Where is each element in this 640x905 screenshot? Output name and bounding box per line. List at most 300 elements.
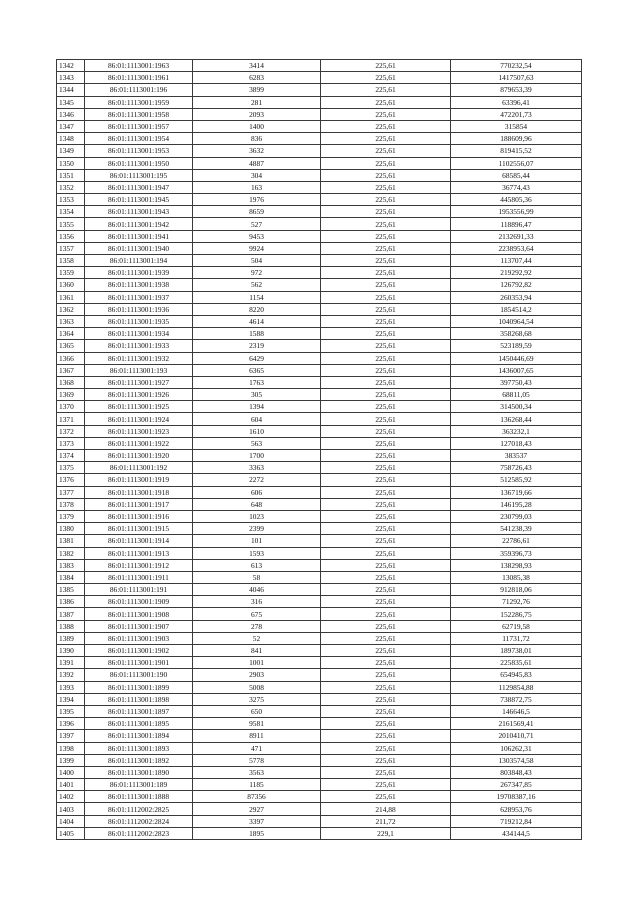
area-cell: 613 bbox=[193, 559, 321, 571]
area-cell: 5008 bbox=[193, 681, 321, 693]
rate-cell: 229,1 bbox=[321, 827, 451, 839]
area-cell: 87356 bbox=[193, 791, 321, 803]
value-cell: 523189,59 bbox=[451, 340, 582, 352]
cadastral-number-cell: 86:01:1113001:1961 bbox=[85, 72, 193, 84]
rate-cell: 225,61 bbox=[321, 535, 451, 547]
table-row bbox=[57, 364, 582, 376]
table-row bbox=[57, 730, 582, 742]
rate-cell: 225,61 bbox=[321, 291, 451, 303]
row-number-cell: 1378 bbox=[57, 498, 85, 510]
rate-cell: 225,61 bbox=[321, 315, 451, 327]
area-cell: 650 bbox=[193, 705, 321, 717]
row-number-cell: 1399 bbox=[57, 754, 85, 766]
value-cell: 146195,28 bbox=[451, 498, 582, 510]
area-cell: 471 bbox=[193, 742, 321, 754]
row-number-cell: 1350 bbox=[57, 157, 85, 169]
value-cell: 68585,44 bbox=[451, 169, 582, 181]
table-row bbox=[57, 657, 582, 669]
row-number-cell: 1388 bbox=[57, 620, 85, 632]
value-cell: 152286,75 bbox=[451, 608, 582, 620]
rate-cell: 225,61 bbox=[321, 450, 451, 462]
value-cell: 36774,43 bbox=[451, 181, 582, 193]
row-number-cell: 1384 bbox=[57, 571, 85, 583]
value-cell: 628953,76 bbox=[451, 803, 582, 815]
rate-cell: 225,61 bbox=[321, 681, 451, 693]
area-cell: 604 bbox=[193, 413, 321, 425]
table-row bbox=[57, 108, 582, 120]
row-number-cell: 1351 bbox=[57, 169, 85, 181]
table-row bbox=[57, 352, 582, 364]
table-row bbox=[57, 596, 582, 608]
area-cell: 2903 bbox=[193, 669, 321, 681]
table-row bbox=[57, 584, 582, 596]
area-cell: 101 bbox=[193, 535, 321, 547]
rate-cell: 225,61 bbox=[321, 413, 451, 425]
table-row bbox=[57, 669, 582, 681]
table-row bbox=[57, 779, 582, 791]
rate-cell: 225,61 bbox=[321, 510, 451, 522]
table-row bbox=[57, 437, 582, 449]
table-row bbox=[57, 267, 582, 279]
row-number-cell: 1349 bbox=[57, 145, 85, 157]
value-cell: 445805,36 bbox=[451, 194, 582, 206]
table-row bbox=[57, 547, 582, 559]
area-cell: 9581 bbox=[193, 718, 321, 730]
row-number-cell: 1365 bbox=[57, 340, 85, 352]
table-row bbox=[57, 242, 582, 254]
area-cell: 3414 bbox=[193, 60, 321, 72]
rate-cell: 225,61 bbox=[321, 559, 451, 571]
row-number-cell: 1396 bbox=[57, 718, 85, 730]
table-row bbox=[57, 181, 582, 193]
cadastral-number-cell: 86:01:1113001:1911 bbox=[85, 571, 193, 583]
area-cell: 8659 bbox=[193, 206, 321, 218]
row-number-cell: 1359 bbox=[57, 267, 85, 279]
cadastral-number-cell: 86:01:1113001:190 bbox=[85, 669, 193, 681]
value-cell: 2161569,41 bbox=[451, 718, 582, 730]
rate-cell: 225,61 bbox=[321, 206, 451, 218]
rate-cell: 225,61 bbox=[321, 730, 451, 742]
cadastral-number-cell: 86:01:1113001:1940 bbox=[85, 242, 193, 254]
table-row bbox=[57, 645, 582, 657]
cadastral-number-cell: 86:01:1113001:1899 bbox=[85, 681, 193, 693]
cadastral-number-cell: 86:01:1113001:1963 bbox=[85, 60, 193, 72]
rate-cell: 225,61 bbox=[321, 766, 451, 778]
row-number-cell: 1369 bbox=[57, 389, 85, 401]
row-number-cell: 1345 bbox=[57, 96, 85, 108]
area-cell: 6283 bbox=[193, 72, 321, 84]
cadastral-number-cell: 86:01:1113001:1916 bbox=[85, 510, 193, 522]
cadastral-number-cell: 86:01:1113001:1936 bbox=[85, 303, 193, 315]
area-cell: 8220 bbox=[193, 303, 321, 315]
row-number-cell: 1395 bbox=[57, 705, 85, 717]
cadastral-number-cell: 86:01:1112002:2825 bbox=[85, 803, 193, 815]
area-cell: 3275 bbox=[193, 693, 321, 705]
rate-cell: 225,61 bbox=[321, 230, 451, 242]
row-number-cell: 1357 bbox=[57, 242, 85, 254]
table-row bbox=[57, 705, 582, 717]
row-number-cell: 1374 bbox=[57, 450, 85, 462]
table-row bbox=[57, 462, 582, 474]
row-number-cell: 1366 bbox=[57, 352, 85, 364]
value-cell: 912818,06 bbox=[451, 584, 582, 596]
row-number-cell: 1352 bbox=[57, 181, 85, 193]
row-number-cell: 1376 bbox=[57, 474, 85, 486]
row-number-cell: 1363 bbox=[57, 315, 85, 327]
cadastral-number-cell: 86:01:1113001:1892 bbox=[85, 754, 193, 766]
rate-cell: 225,61 bbox=[321, 632, 451, 644]
rate-cell: 225,61 bbox=[321, 145, 451, 157]
value-cell: 1417507,63 bbox=[451, 72, 582, 84]
table-row bbox=[57, 620, 582, 632]
value-cell: 118896,47 bbox=[451, 218, 582, 230]
area-cell: 2927 bbox=[193, 803, 321, 815]
value-cell: 19708387,16 bbox=[451, 791, 582, 803]
value-cell: 2010410,71 bbox=[451, 730, 582, 742]
area-cell: 1185 bbox=[193, 779, 321, 791]
row-number-cell: 1397 bbox=[57, 730, 85, 742]
cadastral-number-cell: 86:01:1113001:1950 bbox=[85, 157, 193, 169]
area-cell: 1023 bbox=[193, 510, 321, 522]
rate-cell: 225,61 bbox=[321, 267, 451, 279]
cadastral-number-cell: 86:01:1113001:1954 bbox=[85, 133, 193, 145]
row-number-cell: 1344 bbox=[57, 84, 85, 96]
value-cell: 126792,82 bbox=[451, 279, 582, 291]
rate-cell: 225,61 bbox=[321, 169, 451, 181]
value-cell: 138298,93 bbox=[451, 559, 582, 571]
row-number-cell: 1360 bbox=[57, 279, 85, 291]
row-number-cell: 1364 bbox=[57, 328, 85, 340]
rate-cell: 225,61 bbox=[321, 96, 451, 108]
row-number-cell: 1392 bbox=[57, 669, 85, 681]
area-cell: 58 bbox=[193, 571, 321, 583]
area-cell: 527 bbox=[193, 218, 321, 230]
table-row bbox=[57, 827, 582, 839]
area-cell: 675 bbox=[193, 608, 321, 620]
row-number-cell: 1342 bbox=[57, 60, 85, 72]
table-row bbox=[57, 486, 582, 498]
value-cell: 819415,52 bbox=[451, 145, 582, 157]
value-cell: 770232,54 bbox=[451, 60, 582, 72]
table-row bbox=[57, 133, 582, 145]
area-cell: 1001 bbox=[193, 657, 321, 669]
area-cell: 1588 bbox=[193, 328, 321, 340]
table-row bbox=[57, 340, 582, 352]
row-number-cell: 1354 bbox=[57, 206, 85, 218]
rate-cell: 225,61 bbox=[321, 645, 451, 657]
row-number-cell: 1394 bbox=[57, 693, 85, 705]
table-row bbox=[57, 425, 582, 437]
table-row bbox=[57, 571, 582, 583]
cadastral-number-cell: 86:01:1113001:1925 bbox=[85, 401, 193, 413]
rate-cell: 225,61 bbox=[321, 571, 451, 583]
rate-cell: 225,61 bbox=[321, 718, 451, 730]
rate-cell: 225,61 bbox=[321, 547, 451, 559]
area-cell: 2319 bbox=[193, 340, 321, 352]
value-cell: 2238953,64 bbox=[451, 242, 582, 254]
table-row bbox=[57, 376, 582, 388]
table-row bbox=[57, 815, 582, 827]
rate-cell: 225,61 bbox=[321, 779, 451, 791]
rate-cell: 225,61 bbox=[321, 133, 451, 145]
area-cell: 562 bbox=[193, 279, 321, 291]
row-number-cell: 1370 bbox=[57, 401, 85, 413]
table-row bbox=[57, 413, 582, 425]
area-cell: 5778 bbox=[193, 754, 321, 766]
area-cell: 304 bbox=[193, 169, 321, 181]
row-number-cell: 1361 bbox=[57, 291, 85, 303]
rate-cell: 225,61 bbox=[321, 279, 451, 291]
rate-cell: 225,61 bbox=[321, 60, 451, 72]
cadastral-number-cell: 86:01:1113001:1919 bbox=[85, 474, 193, 486]
area-cell: 504 bbox=[193, 255, 321, 267]
rate-cell: 225,61 bbox=[321, 498, 451, 510]
value-cell: 738872,75 bbox=[451, 693, 582, 705]
table-row bbox=[57, 389, 582, 401]
value-cell: 260353,94 bbox=[451, 291, 582, 303]
table-row bbox=[57, 120, 582, 132]
cadastral-number-cell: 86:01:1113001:1943 bbox=[85, 206, 193, 218]
table-row bbox=[57, 632, 582, 644]
value-cell: 113707,44 bbox=[451, 255, 582, 267]
rate-cell: 225,61 bbox=[321, 462, 451, 474]
area-cell: 1895 bbox=[193, 827, 321, 839]
cadastral-number-cell: 86:01:1113001:1939 bbox=[85, 267, 193, 279]
table-row bbox=[57, 218, 582, 230]
rate-cell: 225,61 bbox=[321, 474, 451, 486]
cadastral-number-cell: 86:01:1113001:189 bbox=[85, 779, 193, 791]
cadastral-number-cell: 86:01:1113001:1941 bbox=[85, 230, 193, 242]
row-number-cell: 1379 bbox=[57, 510, 85, 522]
rate-cell: 225,61 bbox=[321, 791, 451, 803]
cadastral-number-cell: 86:01:1113001:1902 bbox=[85, 645, 193, 657]
cadastral-value-table bbox=[56, 59, 582, 840]
cadastral-number-cell: 86:01:1113001:1935 bbox=[85, 315, 193, 327]
rate-cell: 225,61 bbox=[321, 437, 451, 449]
value-cell: 1040964,54 bbox=[451, 315, 582, 327]
row-number-cell: 1367 bbox=[57, 364, 85, 376]
table-row bbox=[57, 474, 582, 486]
row-number-cell: 1383 bbox=[57, 559, 85, 571]
area-cell: 3397 bbox=[193, 815, 321, 827]
rate-cell: 225,61 bbox=[321, 108, 451, 120]
area-cell: 3632 bbox=[193, 145, 321, 157]
table-row bbox=[57, 230, 582, 242]
cadastral-number-cell: 86:01:1113001:1958 bbox=[85, 108, 193, 120]
row-number-cell: 1382 bbox=[57, 547, 85, 559]
rate-cell: 225,61 bbox=[321, 620, 451, 632]
table-row bbox=[57, 693, 582, 705]
table-row bbox=[57, 450, 582, 462]
rate-cell: 225,61 bbox=[321, 194, 451, 206]
cadastral-number-cell: 86:01:1113001:192 bbox=[85, 462, 193, 474]
table-row bbox=[57, 559, 582, 571]
rate-cell: 214,88 bbox=[321, 803, 451, 815]
area-cell: 1700 bbox=[193, 450, 321, 462]
area-cell: 836 bbox=[193, 133, 321, 145]
row-number-cell: 1380 bbox=[57, 523, 85, 535]
value-cell: 146646,5 bbox=[451, 705, 582, 717]
value-cell: 63396,41 bbox=[451, 96, 582, 108]
cadastral-number-cell: 86:01:1113001:1894 bbox=[85, 730, 193, 742]
row-number-cell: 1391 bbox=[57, 657, 85, 669]
table-row bbox=[57, 291, 582, 303]
value-cell: 1129854,88 bbox=[451, 681, 582, 693]
cadastral-number-cell: 86:01:1113001:1920 bbox=[85, 450, 193, 462]
row-number-cell: 1405 bbox=[57, 827, 85, 839]
value-cell: 71292,76 bbox=[451, 596, 582, 608]
area-cell: 972 bbox=[193, 267, 321, 279]
cadastral-number-cell: 86:01:1113001:1959 bbox=[85, 96, 193, 108]
value-cell: 314500,34 bbox=[451, 401, 582, 413]
cadastral-number-cell: 86:01:1112002:2823 bbox=[85, 827, 193, 839]
row-number-cell: 1368 bbox=[57, 376, 85, 388]
area-cell: 563 bbox=[193, 437, 321, 449]
cadastral-number-cell: 86:01:1113001:1893 bbox=[85, 742, 193, 754]
value-cell: 1854514,2 bbox=[451, 303, 582, 315]
cadastral-number-cell: 86:01:1113001:1933 bbox=[85, 340, 193, 352]
row-number-cell: 1355 bbox=[57, 218, 85, 230]
value-cell: 136719,66 bbox=[451, 486, 582, 498]
row-number-cell: 1358 bbox=[57, 255, 85, 267]
row-number-cell: 1347 bbox=[57, 120, 85, 132]
value-cell: 189738,01 bbox=[451, 645, 582, 657]
value-cell: 359396,73 bbox=[451, 547, 582, 559]
area-cell: 4887 bbox=[193, 157, 321, 169]
area-cell: 316 bbox=[193, 596, 321, 608]
rate-cell: 225,61 bbox=[321, 754, 451, 766]
cadastral-number-cell: 86:01:1113001:1926 bbox=[85, 389, 193, 401]
table-row bbox=[57, 279, 582, 291]
cadastral-number-cell: 86:01:1113001:1895 bbox=[85, 718, 193, 730]
rate-cell: 225,61 bbox=[321, 181, 451, 193]
value-cell: 363232,1 bbox=[451, 425, 582, 437]
value-cell: 1303574,58 bbox=[451, 754, 582, 766]
table-row bbox=[57, 328, 582, 340]
rate-cell: 225,61 bbox=[321, 364, 451, 376]
rate-cell: 225,61 bbox=[321, 425, 451, 437]
area-cell: 1610 bbox=[193, 425, 321, 437]
value-cell: 1953556,99 bbox=[451, 206, 582, 218]
cadastral-number-cell: 86:01:1113001:191 bbox=[85, 584, 193, 596]
table-row bbox=[57, 145, 582, 157]
cadastral-number-cell: 86:01:1113001:1912 bbox=[85, 559, 193, 571]
cadastral-number-cell: 86:01:1113001:194 bbox=[85, 255, 193, 267]
rate-cell: 225,61 bbox=[321, 242, 451, 254]
value-cell: 358268,68 bbox=[451, 328, 582, 340]
cadastral-number-cell: 86:01:1113001:1908 bbox=[85, 608, 193, 620]
value-cell: 1102556,07 bbox=[451, 157, 582, 169]
rate-cell: 225,61 bbox=[321, 120, 451, 132]
table-row bbox=[57, 498, 582, 510]
table-row bbox=[57, 754, 582, 766]
value-cell: 472201,73 bbox=[451, 108, 582, 120]
value-cell: 541238,39 bbox=[451, 523, 582, 535]
cadastral-number-cell: 86:01:1113001:1913 bbox=[85, 547, 193, 559]
value-cell: 383537 bbox=[451, 450, 582, 462]
table-row bbox=[57, 303, 582, 315]
table-row bbox=[57, 681, 582, 693]
table-row bbox=[57, 194, 582, 206]
row-number-cell: 1346 bbox=[57, 108, 85, 120]
row-number-cell: 1393 bbox=[57, 681, 85, 693]
value-cell: 62719,58 bbox=[451, 620, 582, 632]
rate-cell: 225,61 bbox=[321, 742, 451, 754]
rate-cell: 225,61 bbox=[321, 218, 451, 230]
row-number-cell: 1371 bbox=[57, 413, 85, 425]
area-cell: 3363 bbox=[193, 462, 321, 474]
area-cell: 648 bbox=[193, 498, 321, 510]
row-number-cell: 1377 bbox=[57, 486, 85, 498]
value-cell: 106262,31 bbox=[451, 742, 582, 754]
value-cell: 397750,43 bbox=[451, 376, 582, 388]
area-cell: 9924 bbox=[193, 242, 321, 254]
rate-cell: 225,61 bbox=[321, 72, 451, 84]
area-cell: 1154 bbox=[193, 291, 321, 303]
area-cell: 3899 bbox=[193, 84, 321, 96]
row-number-cell: 1385 bbox=[57, 584, 85, 596]
table-row bbox=[57, 255, 582, 267]
table-row bbox=[57, 206, 582, 218]
cadastral-number-cell: 86:01:1113001:1934 bbox=[85, 328, 193, 340]
rate-cell: 225,61 bbox=[321, 376, 451, 388]
table-row bbox=[57, 510, 582, 522]
area-cell: 2399 bbox=[193, 523, 321, 535]
row-number-cell: 1381 bbox=[57, 535, 85, 547]
cadastral-number-cell: 86:01:1113001:1942 bbox=[85, 218, 193, 230]
area-cell: 281 bbox=[193, 96, 321, 108]
row-number-cell: 1375 bbox=[57, 462, 85, 474]
area-cell: 2272 bbox=[193, 474, 321, 486]
row-number-cell: 1403 bbox=[57, 803, 85, 815]
cadastral-number-cell: 86:01:1113001:1909 bbox=[85, 596, 193, 608]
cadastral-number-cell: 86:01:1112002:2824 bbox=[85, 815, 193, 827]
table-row bbox=[57, 766, 582, 778]
area-cell: 6429 bbox=[193, 352, 321, 364]
rate-cell: 225,61 bbox=[321, 340, 451, 352]
value-cell: 13085,38 bbox=[451, 571, 582, 583]
rate-cell: 225,61 bbox=[321, 669, 451, 681]
cadastral-number-cell: 86:01:1113001:1915 bbox=[85, 523, 193, 535]
cadastral-number-cell: 86:01:1113001:1907 bbox=[85, 620, 193, 632]
cadastral-number-cell: 86:01:1113001:1923 bbox=[85, 425, 193, 437]
rate-cell: 225,61 bbox=[321, 157, 451, 169]
row-number-cell: 1401 bbox=[57, 779, 85, 791]
value-cell: 803848,43 bbox=[451, 766, 582, 778]
cadastral-number-cell: 86:01:1113001:1953 bbox=[85, 145, 193, 157]
area-cell: 3563 bbox=[193, 766, 321, 778]
value-cell: 136268,44 bbox=[451, 413, 582, 425]
value-cell: 512585,92 bbox=[451, 474, 582, 486]
area-cell: 4614 bbox=[193, 315, 321, 327]
area-cell: 1394 bbox=[193, 401, 321, 413]
row-number-cell: 1404 bbox=[57, 815, 85, 827]
table-row bbox=[57, 803, 582, 815]
cadastral-number-cell: 86:01:1113001:1945 bbox=[85, 194, 193, 206]
cadastral-number-cell: 86:01:1113001:1901 bbox=[85, 657, 193, 669]
value-cell: 188609,96 bbox=[451, 133, 582, 145]
area-cell: 9453 bbox=[193, 230, 321, 242]
value-cell: 654945,83 bbox=[451, 669, 582, 681]
row-number-cell: 1402 bbox=[57, 791, 85, 803]
rate-cell: 225,61 bbox=[321, 596, 451, 608]
cadastral-number-cell: 86:01:1113001:1914 bbox=[85, 535, 193, 547]
value-cell: 1436007,65 bbox=[451, 364, 582, 376]
rate-cell: 225,61 bbox=[321, 401, 451, 413]
cadastral-number-cell: 86:01:1113001:1938 bbox=[85, 279, 193, 291]
rate-cell: 225,61 bbox=[321, 584, 451, 596]
table-body bbox=[57, 60, 582, 840]
